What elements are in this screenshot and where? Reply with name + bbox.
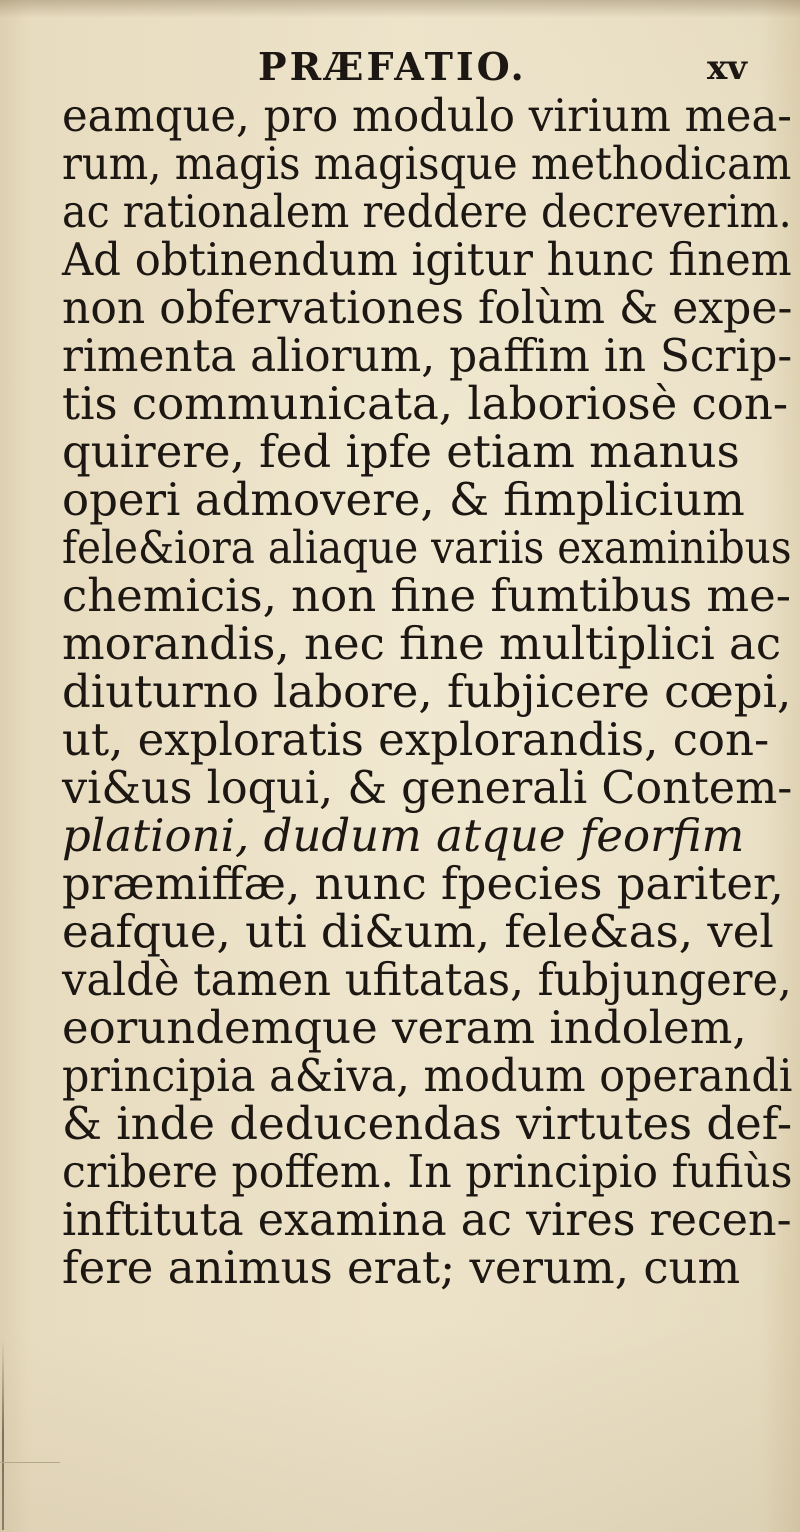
text-line: plationi, dudum atque feorfim: [62, 809, 745, 862]
margin-rule: [0, 1462, 60, 1463]
text-line: cribere poffem. In principio fufiùs: [62, 1145, 793, 1198]
text-line: fere animus erat; verum, cum: [62, 1241, 741, 1294]
text-line: inftituta examina ac vires recen-: [62, 1193, 792, 1246]
text-line: & inde deducendas virtutes def-: [62, 1097, 793, 1150]
text-line: operi admovere, & fimplicium: [62, 473, 745, 526]
text-line: ut, exploratis explorandis, con-: [62, 713, 770, 766]
text-line: vi&us loqui, & generali Contem-: [62, 761, 793, 814]
blank-lower-page: [0, 1330, 800, 1532]
text-line: eafque, uti di&um, fele&as, vel: [62, 905, 774, 958]
text-line: chemicis, non fine fumtibus me-: [62, 569, 791, 622]
page-top-shadow: [0, 0, 800, 18]
text-line: rimenta aliorum, paffim in Scrip-: [62, 329, 793, 382]
text-line: valdè tamen ufitatas, fubjungere,: [62, 953, 792, 1006]
page-number: xv: [707, 48, 748, 88]
page-edge-mark: [2, 1340, 4, 1530]
text-line: fele&iora aliaque variis examinibus: [62, 521, 792, 574]
text-line: tis communicata, laboriosè con-: [62, 377, 789, 430]
running-head: PRÆFATIO.: [258, 44, 527, 89]
text-line: non obfervationes folùm & expe-: [62, 281, 793, 334]
text-line: rum, magis magisque methodicam: [62, 137, 792, 190]
text-line: præmiffæ, nunc fpecies pariter,: [62, 857, 784, 910]
text-line: diuturno labore, fubjicere cœpi,: [62, 665, 792, 718]
text-line: Ad obtinendum igitur hunc finem: [62, 233, 792, 286]
text-line: eorundemque veram indolem,: [62, 1001, 747, 1054]
text-line: eamque, pro modulo virium mea-: [62, 89, 792, 142]
text-line: principia a&iva, modum operandi: [62, 1049, 793, 1102]
text-line: morandis, nec fine multiplici ac: [62, 617, 782, 670]
text-line: quirere, fed ipfe etiam manus: [62, 425, 740, 478]
text-line: ac rationalem reddere decreverim.: [62, 185, 792, 238]
